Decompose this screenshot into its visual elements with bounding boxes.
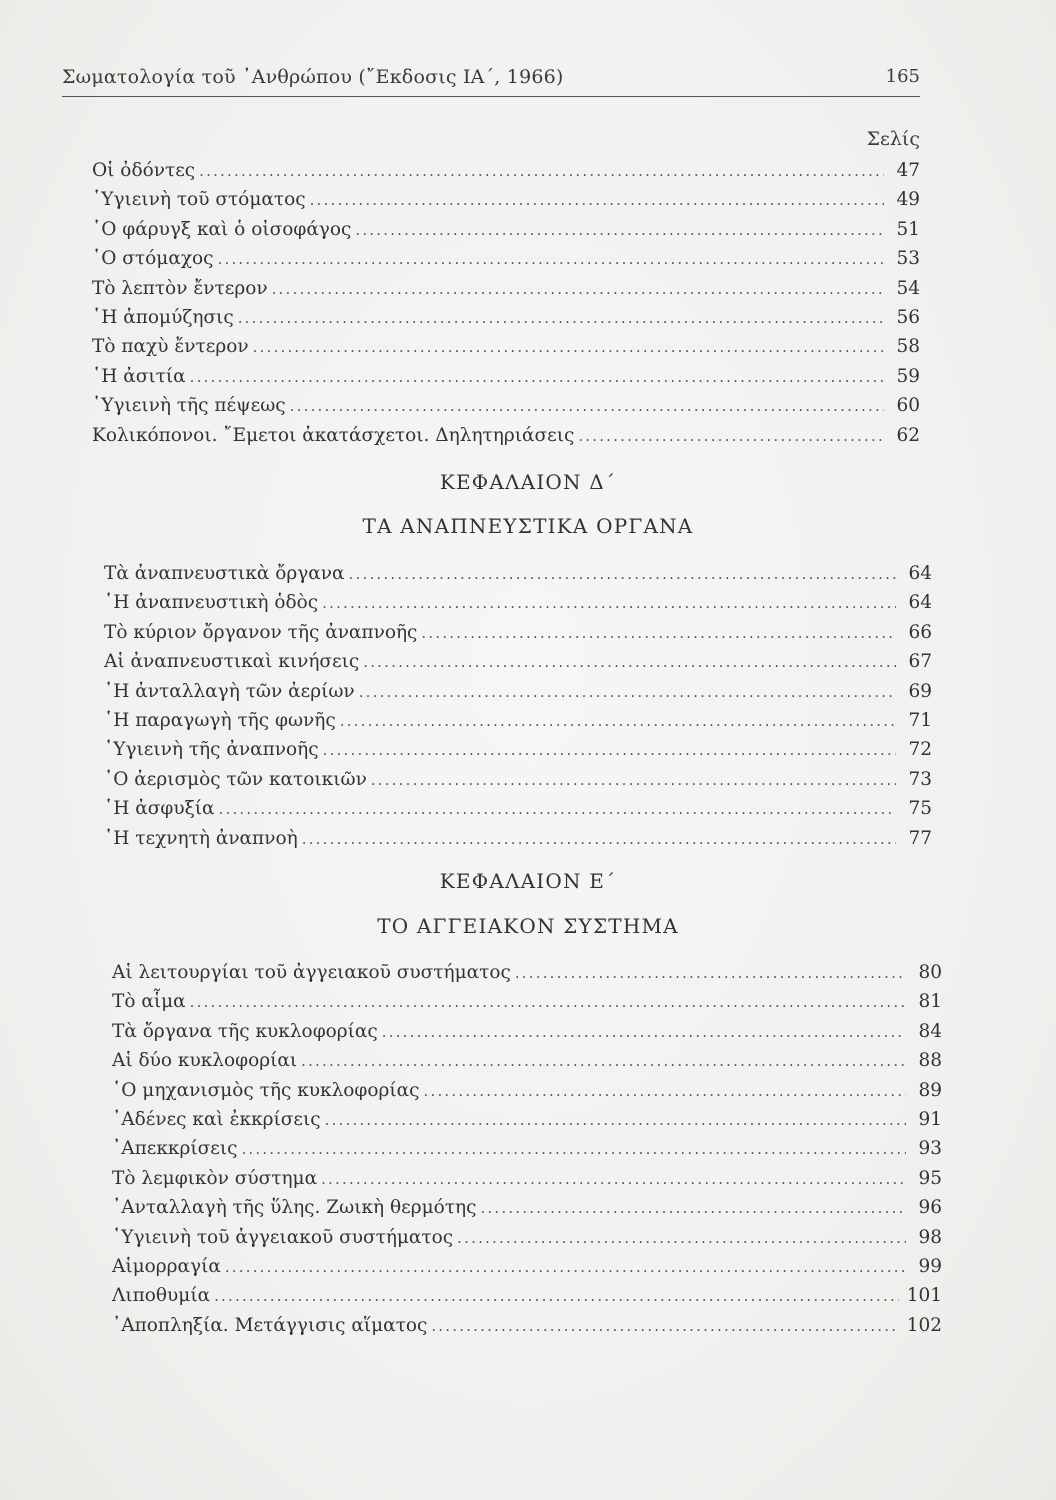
dot-leader — [325, 1106, 906, 1135]
toc-entry-title: ῾Ο μηχανισμὸς τῆς κυκλοφορίας — [112, 1079, 420, 1101]
toc-entry-page: 47 — [896, 160, 920, 181]
toc-entry-page: 72 — [908, 739, 932, 761]
dot-leader — [382, 1018, 906, 1047]
toc-entry-title: ῾Υγιεινὴ τῆς ἀναπνοῆς — [104, 739, 319, 761]
toc-entry-title: ῾Υγιεινὴ τοῦ ἀγγειακοῦ συστήματος — [112, 1226, 454, 1248]
toc-entry-page: 69 — [908, 680, 932, 702]
chapter-label-d: ΚΕΦΑΛΑΙΟΝ Δ΄ — [439, 470, 617, 494]
toc-entry-page: 73 — [908, 768, 932, 790]
toc-entry-page: 98 — [918, 1226, 942, 1248]
toc-entry — [104, 706, 932, 735]
toc-entry — [104, 794, 932, 823]
dot-leader — [515, 959, 906, 988]
toc-entry-title: Τὸ παχὺ ἔντερον — [92, 336, 249, 358]
toc-entry-title: Αἱ ἀναπνευστικαὶ κινήσεις — [104, 651, 360, 673]
toc-entry-page: 60 — [896, 395, 920, 417]
dot-leader — [321, 1165, 906, 1194]
toc-entry-title: ῾Υγιεινὴ τοῦ στόματος — [92, 189, 306, 211]
dot-leader — [421, 619, 896, 648]
toc-entry — [104, 824, 932, 853]
toc-entry-title: ᾿Απεκκρίσεις — [112, 1138, 238, 1160]
toc-entry-page: 51 — [896, 218, 920, 240]
toc-entry — [112, 1311, 942, 1340]
dot-leader — [199, 157, 884, 186]
dot-leader — [424, 1077, 906, 1106]
toc-entry-title: Τὸ κύριον ὄργανον τῆς ἀναπνοῆς — [104, 621, 418, 643]
toc-entry — [112, 987, 942, 1016]
toc-entry-title: Τὸ λεπτὸν ἔντερον — [92, 277, 268, 299]
toc-entry — [104, 735, 932, 764]
toc-list-section1 — [92, 156, 920, 450]
toc-entry — [112, 1281, 942, 1310]
toc-entry-title: Τὸ αἷμα — [112, 991, 186, 1013]
toc-entry-title: ῾Ο φάρυγξ καὶ ὁ οἰσοφάγος — [92, 218, 352, 240]
toc-entry — [104, 647, 932, 676]
toc-entry — [92, 303, 920, 332]
toc-entry-page: 81 — [918, 991, 942, 1013]
toc-entry — [92, 185, 920, 214]
toc-entry — [104, 677, 932, 706]
toc-entry-title: Τὰ ἀναπνευστικὰ ὄργανα — [104, 563, 345, 584]
page-column-label: Σελίς — [866, 128, 920, 150]
dot-leader — [457, 1224, 906, 1253]
toc-entry — [112, 1017, 942, 1046]
toc-entry-page: 64 — [908, 592, 932, 614]
dot-leader — [190, 363, 884, 392]
toc-entry-page: 102 — [906, 1314, 942, 1336]
toc-entry — [92, 391, 920, 420]
toc-entry-title: Αἱ λειτουργίαι τοῦ ἀγγειακοῦ συστήματος — [112, 962, 511, 983]
toc-entry — [92, 362, 920, 391]
toc-entry-page: 88 — [918, 1050, 942, 1072]
toc-entry-title: Αἱ δύο κυκλοφορίαι — [112, 1050, 298, 1072]
toc-entry-title: ῾Η ἀναπνευστικὴ ὁδὸς — [104, 592, 319, 614]
toc-entry-page: 80 — [918, 962, 942, 983]
toc-entry-title: ῾Ο ἀερισμὸς τῶν κατοικιῶν — [104, 768, 367, 790]
toc-list-section3 — [112, 958, 942, 1340]
toc-entry — [92, 156, 920, 185]
toc-entry-page: 66 — [908, 621, 932, 643]
toc-entry-page: 96 — [918, 1197, 942, 1219]
toc-entry-title: ῾Η ἀσιτία — [92, 365, 186, 387]
toc-entry-page: 75 — [908, 798, 932, 820]
dot-leader — [290, 392, 884, 421]
toc-entry — [112, 1046, 942, 1075]
toc-entry — [112, 1223, 942, 1252]
dot-leader — [190, 988, 906, 1017]
toc-entry-title: Τὰ ὄργανα τῆς κυκλοφορίας — [112, 1020, 378, 1042]
dot-leader — [238, 304, 884, 333]
dot-leader — [431, 1312, 898, 1341]
toc-entry-title: ῾Η ἀνταλλαγὴ τῶν ἀερίων — [104, 680, 355, 702]
chapter-heading-vascular: ΤΟ ΑΓΓΕΙΑΚΟΝ ΣΥΣΤΗΜΑ — [377, 914, 679, 938]
toc-entry-title: ῾Η ἀπομύζησις — [92, 306, 234, 328]
toc-entry — [112, 1076, 942, 1105]
toc-entry-title: Οἱ ὀδόντες — [92, 160, 196, 181]
dot-leader — [302, 825, 896, 854]
toc-entry — [112, 1105, 942, 1134]
toc-entry-page: 62 — [896, 424, 920, 446]
dot-leader — [363, 648, 896, 677]
toc-entry-title: Λιποθυμία — [112, 1285, 211, 1307]
toc-entry-page: 67 — [908, 651, 932, 673]
dot-leader — [359, 678, 896, 707]
toc-entry-title: ῾Υγιεινὴ τῆς πέψεως — [92, 395, 286, 417]
toc-entry — [112, 1164, 942, 1193]
page-number: 165 — [885, 66, 920, 87]
toc-entry — [92, 332, 920, 361]
dot-leader — [301, 1047, 906, 1076]
toc-entry-page: 93 — [918, 1138, 942, 1160]
dot-leader — [349, 560, 896, 589]
dot-leader — [340, 707, 896, 736]
toc-entry-page: 89 — [918, 1079, 942, 1101]
toc-entry — [92, 421, 920, 450]
toc-entry-title: ῾Η τεχνητὴ ἀναπνοὴ — [104, 827, 298, 849]
dot-leader — [355, 216, 884, 245]
toc-entry-page: 101 — [906, 1285, 942, 1307]
toc-entry — [112, 1193, 942, 1222]
dot-leader — [219, 795, 896, 824]
toc-entry-page: 77 — [908, 827, 932, 849]
toc-entry-title: ῾Ο στόμαχος — [92, 248, 214, 270]
dot-leader — [323, 736, 896, 765]
dot-leader — [310, 186, 884, 215]
dot-leader — [214, 1282, 899, 1311]
toc-entry — [92, 274, 920, 303]
toc-entry — [92, 244, 920, 273]
toc-entry-page: 64 — [908, 563, 932, 584]
toc-entry-page: 84 — [918, 1020, 942, 1042]
toc-entry-page: 95 — [918, 1167, 942, 1189]
toc-list-section2 — [104, 559, 932, 853]
dot-leader — [480, 1194, 906, 1223]
toc-entry-title: ᾿Αδένες καὶ ἐκκρίσεις — [112, 1108, 321, 1130]
toc-entry-title: Τὸ λεμφικὸν σύστημα — [112, 1167, 318, 1189]
toc-entry — [112, 958, 942, 987]
dot-leader — [322, 589, 896, 618]
toc-entry-title: ᾿Αποπληξία. Μετάγγισις αἵματος — [112, 1314, 428, 1336]
toc-entry-title: ῾Η ἀσφυξία — [104, 798, 215, 820]
toc-entry-page: 71 — [908, 709, 932, 731]
toc-entry-page: 99 — [918, 1255, 942, 1277]
dot-leader — [253, 333, 884, 362]
toc-entry-title: ῾Η παραγωγὴ τῆς φωνῆς — [104, 709, 336, 731]
dot-leader — [225, 1253, 906, 1282]
dot-leader — [241, 1135, 906, 1164]
chapter-heading-respiratory: ΤΑ ΑΝΑΠΝΕΥΣΤΙΚΑ ΟΡΓΑΝΑ — [362, 514, 694, 538]
toc-entry-title: Κολικόπονοι. ῎Εμετοι ἀκατάσχετοι. Δηλητηριάσεις — [92, 424, 575, 446]
toc-entry-page: 49 — [896, 189, 920, 211]
dot-leader — [218, 245, 884, 274]
toc-entry — [112, 1134, 942, 1163]
toc-entry-page: 59 — [896, 365, 920, 387]
toc-entry — [104, 618, 932, 647]
running-header — [62, 64, 920, 97]
dot-leader — [272, 275, 884, 304]
toc-entry — [92, 215, 920, 244]
toc-entry-page: 91 — [918, 1108, 942, 1130]
toc-entry — [104, 765, 932, 794]
toc-entry-title: ᾿Ανταλλαγὴ τῆς ὕλης. Ζωικὴ θερμότης — [112, 1197, 477, 1219]
chapter-label-e: ΚΕΦΑΛΑΙΟΝ Ε΄ — [439, 869, 617, 893]
toc-entry — [104, 559, 932, 588]
dot-leader — [578, 422, 884, 451]
toc-entry-page: 54 — [896, 277, 920, 299]
header-title: Σωματολογία τοῦ ᾿Ανθρώπου (῎Εκδοσις ΙΑ΄, 1966) — [62, 66, 564, 88]
toc-entry — [104, 588, 932, 617]
toc-entry-page: 58 — [896, 336, 920, 358]
toc-entry-page: 56 — [896, 306, 920, 328]
toc-entry — [112, 1252, 942, 1281]
toc-entry-page: 53 — [896, 248, 920, 270]
toc-entry-title: Αἱμορραγία — [112, 1255, 221, 1277]
dot-leader — [371, 766, 896, 795]
